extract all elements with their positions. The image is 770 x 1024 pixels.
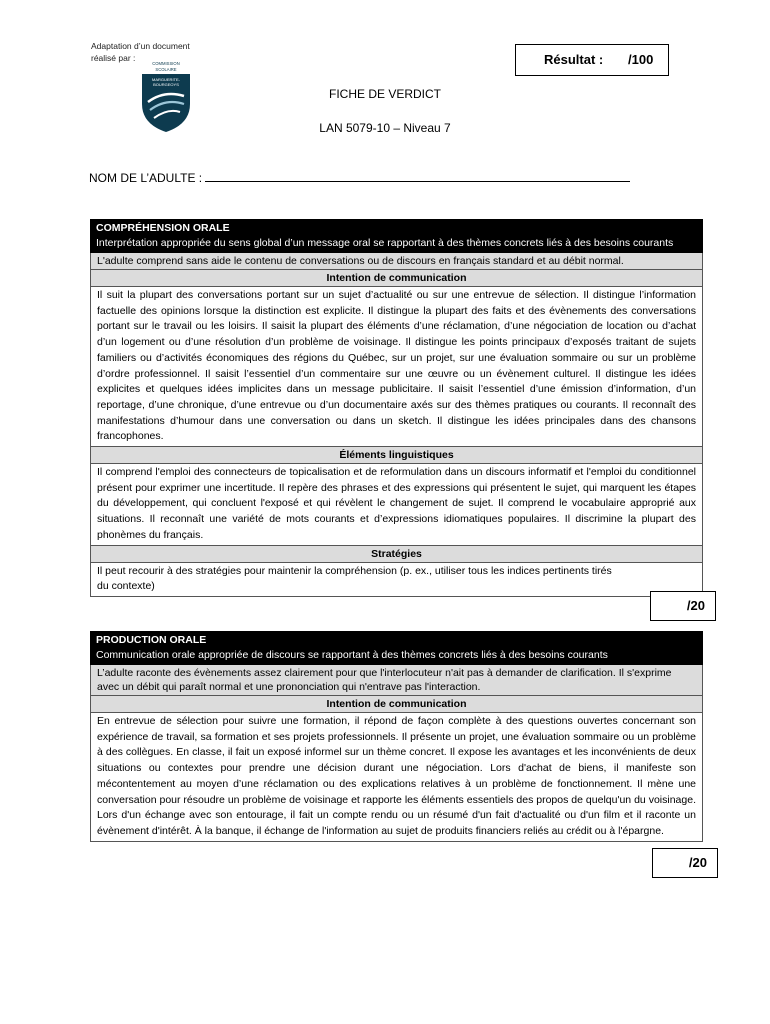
production-score-box: /20	[652, 848, 718, 878]
result-value: /100	[628, 52, 654, 67]
strategies-heading: Stratégies	[90, 546, 703, 563]
adaptation-line-2: réalisé par :	[91, 53, 136, 63]
comprehension-header	[90, 219, 703, 253]
linguistic-elements-heading: Éléments linguistiques	[90, 447, 703, 464]
strategies-text: Il peut recourir à des stratégies pour maintenir la compréhension (p. ex., utiliser tous les indices pertinents tirés du contexte)	[90, 563, 703, 597]
comprehension-intention-heading: Intention de communication	[90, 270, 703, 287]
adult-name-blank[interactable]	[205, 171, 630, 182]
comprehension-intention-text: Il suit la plupart des conversations portant sur un sujet d’actualité ou sur une entrevue de sélection. Il distingue l’information factuelle des opinions lorsque la distinction est explicite. Il distingue la plupart des faits et des évènements des conversations portant sur le travail ou les loisirs. Il saisit la plupart des éléments d’une réclamation, d’une négociation de location ou d’achat d’un logement ou d’une résolution d’un problème de voisinage. Il distingue les points principaux d’exposés traitant de sujets familiers ou d’activités économiques des régions du Québec, sur un projet, sur une évaluation sommaire ou sur un problème d’ordre professionnel. Il saisit l’essentiel d’un commentaire sur une œuvre ou un évènement culturel. Il distingue les idées explicites et quelques idées implicites dans un message publicitaire. Il saisit l’essentiel d’une émission d’information, d’un reportage, d’une chronique, d’une entrevue ou d’un documentaire axés sur des thèmes pratiques ou courants. Il reconnaît des manifestations d’humour dans une conversation ou dans un sketch. Il distingue les idées principales dans des chansons francophones.	[90, 287, 703, 447]
comprehension-subtitle: Interprétation appropriée du sens global d’un message oral se rapportant à des thèmes concrets liés à des besoins courants	[96, 237, 674, 249]
production-summary: L’adulte raconte des évènements assez clairement pour que l'interlocuteur n'ait pas à demander de clarification. Il s'exprime avec un débit qui paraît normal et une prononciation qui n'entrave pas l'interaction.	[90, 665, 703, 696]
production-title: PRODUCTION ORALE	[96, 634, 207, 646]
svg-text:SCOLAIRE: SCOLAIRE	[155, 67, 177, 72]
total-score-box	[515, 44, 669, 76]
result-label: Résultat :	[544, 52, 604, 67]
svg-text:COMMISSION: COMMISSION	[152, 61, 180, 66]
linguistic-elements-text: Il comprend l'emploi des connecteurs de topicalisation et de reformulation dans un discours informatif et l'emploi du conditionnel présent pour exprimer une incertitude. Il repère des phrases et des expressions qui présentent le sujet, qui marquent les étapes du développement, qui concluent l'exposé et qui révèlent le changement de sujet. Il comprend le vocabulaire approprié aux situations. Il reconnaît une variété de mots courants et d’expressions idiomatiques populaires. Il discrimine la plupart des phonèmes du français.	[90, 464, 703, 546]
adult-name-label: NOM DE L’ADULTE :	[89, 171, 203, 185]
course-code: LAN 5079-10 – Niveau 7	[319, 121, 451, 135]
svg-text:BOURGEOYS: BOURGEOYS	[153, 82, 179, 87]
comprehension-section	[90, 219, 703, 597]
production-subtitle: Communication orale appropriée de discours se rapportant à des thèmes concrets liés à des besoins courants	[96, 649, 608, 661]
comprehension-summary: L'adulte comprend sans aide le contenu de conversations ou de discours en français standard et au débit normal.	[90, 253, 703, 270]
adult-name-field[interactable]	[89, 171, 630, 185]
page-title: FICHE DE VERDICT	[328, 87, 441, 101]
production-intention-text: En entrevue de sélection pour suivre une formation, il répond de façon complète à des questions ouvertes concernant son expérience de travail, sa formation et ses projets professionnels. Il présente un projet, une évaluation sommaire ou un problème à des collègues. En classe, il fait un exposé informel sur un thème concret. Il expose les avantages et les inconvénients de deux situations ou contextes pour prendre une décision durant une négociation. Lors d'achat de biens, il manifeste son mécontentement au moyen d’une réclamation ou des explications relatives à un problème de fonctionnement. Il mène une conversation pour résoudre un problème de voisinage et rapporte les éléments essentiels des propos de quelqu'un du voisinage. Lors d'un échange avec son entourage, il fait un compte rendu ou un résumé d'un fait d'actualité ou d'un film et il raconte un évènement d'intérêt. À la banque, il échange de l'information au sujet de produits financiers reliés au crédit ou à l'épargne.	[90, 713, 703, 842]
production-intention-heading: Intention de communication	[90, 696, 703, 713]
svg-text:MARGUERITE-: MARGUERITE-	[152, 77, 180, 82]
production-section	[90, 631, 703, 842]
adaptation-line-1: Adaptation d’un document	[91, 41, 190, 51]
production-header	[90, 631, 703, 665]
comprehension-score-box: /20	[650, 591, 716, 621]
comprehension-title: COMPRÉHENSION ORALE	[96, 222, 230, 234]
